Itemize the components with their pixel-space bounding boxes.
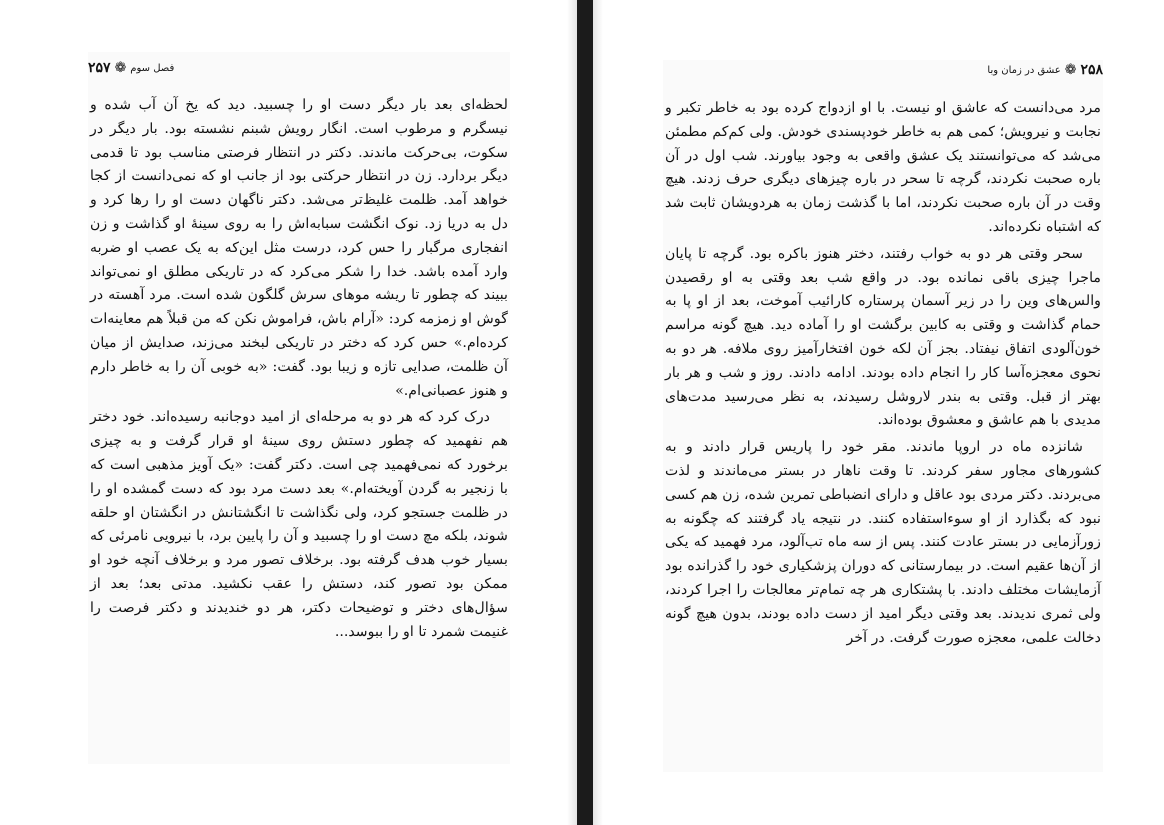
right-page-header bbox=[663, 62, 1103, 78]
paragraph: سحر وقتی هر دو به خواب رفتند، دختر هنوز باکره بود. گرچه تا پایان ماجرا چیزی باقی نمانده بود. در واقع شب بعد وقتی به او رقصیدن والس‌های وین را در زیر آسمان پرستاره کارائیب آموخت، بعد از او پا به حمام گذاشت و وقتی به کابین برگشت او را آماده دید. هیچ گونه مراسم خون‌آلودی اتفاق نیفتاد. بجز آن لکه خون افتخارآمیز روی ملافه. هر دو به نحوی معجزه‌آسا کار را انجام داده بودند. ادامه دادند. روز و شب و هر بار بهتر از قبل. وقتی به بندر لاروشل رسیدند، به نظر می‌رسید مدت‌های مدیدی با هم عاشق و معشوق بوده‌اند. bbox=[665, 245, 1101, 429]
book-title: عشق در زمان وبا bbox=[987, 64, 1061, 76]
gutter-shadow bbox=[567, 0, 577, 825]
paragraph: درک کرد که هر دو به مرحله‌ای از امید دوجانبه رسیده‌اند. خود دختر هم نفهمید که چطور دستش روی سینهٔ او قرار گرفت و به چیزی برخورد که نمی‌فهمید چی است. دکتر گفت: «یک آویز مذهبی است که با زنجیر به گردن آویخته‌ام.» بعد دست مرد بود که دست گمشده او را در ظلمت جستجو کرد، ولی نگذاشت تا انگشتانش در انگشتان او حلقه شوند، بلکه مچ دست او را چسبید و آن را پایین برد، با نیرویی نامرئی که بسیار خوب هدف گرفته بود. برخلاف تصور مرد و برخلاف آنچه خود او ممکن بود تصور کند، دستش را عقب نکشید. مدتی بعد؛ بعد از سؤال‌های دختر و توضیحات دکتر، هر دو خندیدند و دکتر فرصت را غنیمت شمرد تا او را ببوسد... bbox=[90, 409, 508, 640]
paragraph: مرد می‌دانست که عاشق او نیست. با او ازدواج کرده بود به خاطر تکبر و نجابت و نیرویش؛ کمی هم به خاطر خودپسندی خودش. ولی کم‌کم مطمئن می‌شد که می‌توانستند یک عشق واقعی به وجود بیاورند. شب اول در آن باره صحبت نکردند، گرچه تا سحر در باره چیزهای دیگری حرف زدند. هیچ وقت در آن باره صحبت نکردند، اما با گذشت زمان به هردویشان ثابت شد که اشتباه نکرده‌اند. bbox=[665, 100, 1101, 235]
page-number: ۲۵۷ bbox=[88, 60, 111, 76]
paragraph: لحظه‌ای بعد بار دیگر دست او را چسبید. دید که یخ آن آب شده و نیسگرم و مرطوب است. انگار رویش شبنم نشسته بود. بار دیگر در سکوت، بی‌حرکت ماندند. دکتر در انتظار فرصتی مناسب بود تا قدمی دیگر بردارد. زن در انتظار حرکتی بود از جانب او که نمی‌دانست از کجا خواهد آمد. ظلمت غلیظ‌تر می‌شد. دکتر ناگهان دست او را رها کرد و دل به دریا زد. نوک انگشت سبابه‌اش را به روی سینهٔ او گذاشت و زن انفجاری مرگبار را حس کرد، درست مثل این‌که به یک عصب او ضربه وارد آمده باشد. خدا را شکر می‌کرد که در تاریکی مطلق او نمی‌تواند ببیند که چطور تا ریشه موهای سرش گلگون شده است. مرد آهسته در گوش او زمزمه کرد: «آرام باش، فراموش نکن که من قبلاً هم معاینه‌ات کرده‌ام.» حس کرد که دختر در تاریکی لبخند می‌زند، صدایش از میان آن ظلمت، صدایی تازه و زیبا بود. گفت: «به خوبی آن را به خاطر دارم و هنوز عصبانی‌ام.» bbox=[90, 97, 508, 399]
gutter-shadow bbox=[593, 0, 603, 825]
left-page-header bbox=[88, 60, 510, 76]
page-number: ۲۵۸ bbox=[1080, 62, 1103, 78]
ornament-icon: ❁ bbox=[1064, 62, 1077, 78]
left-page bbox=[0, 0, 577, 825]
chapter-title: فصل سوم bbox=[130, 62, 175, 74]
paragraph: شانزده ماه در اروپا ماندند. مقر خود را پاریس قرار دادند و به کشورهای مجاور سفر کردند. تا وقت ناهار در بستر می‌ماندند و لذت می‌بردند. دکتر مردی بود عاقل و دارای انضباطی تمرین شده، زن هم کسی نبود که بگذارد از او سوءاستفاده کنند. در نتیجه یاد گرفتند که چگونه به زورآزمایی در بستر عادت کنند. پس از سه ماه تب‌آلود، مرد فهمید که یکی از آن‌ها عقیم است. در بیمارستانی که دوران پزشکیاری خود را گذرانده بود آزمایشات مختلف دادند. با پشتکاری هر چه تمام‌تر معالجات را اجرا کردند، ولی ثمری ندیدند. بعد وقتی دیگر امید از دست داده بودند، بدون هیچ گونه دخالت علمی، معجزه صورت گرفت. در آخر bbox=[665, 439, 1101, 646]
left-page-body bbox=[90, 94, 508, 647]
ornament-icon: ❁ bbox=[114, 60, 127, 76]
right-page-body bbox=[665, 97, 1101, 653]
right-page bbox=[593, 0, 1164, 825]
